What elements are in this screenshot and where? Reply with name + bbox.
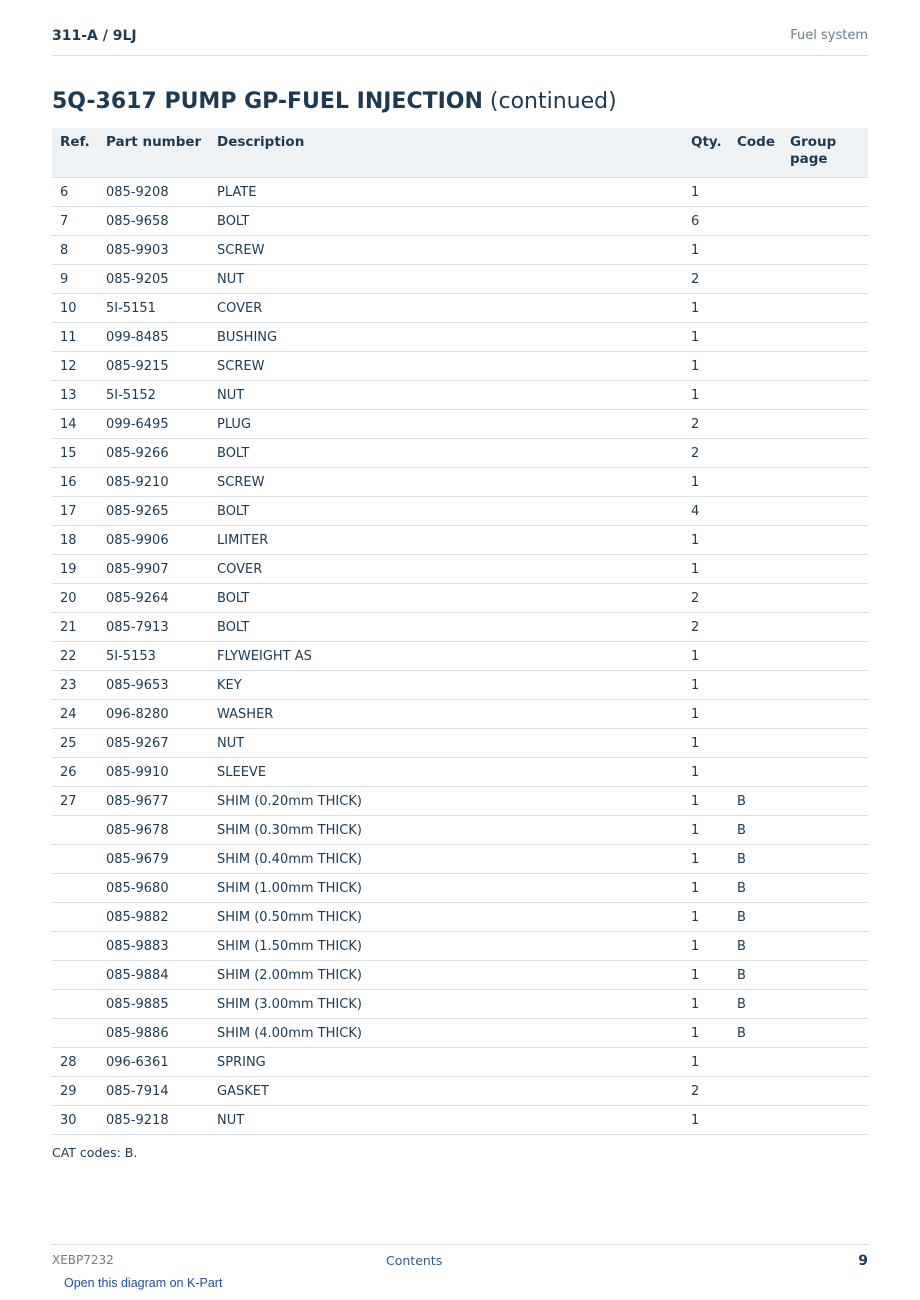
part-number-cell: 085-9882: [98, 903, 209, 932]
ref-cell: [52, 932, 98, 961]
ref-cell: [52, 845, 98, 874]
group-page-cell: [782, 787, 868, 816]
ref-cell: [52, 961, 98, 990]
table-row: [52, 729, 868, 758]
ref-cell: [52, 816, 98, 845]
part-number-cell: 085-9677: [98, 787, 209, 816]
qty-cell: 1: [683, 729, 729, 758]
table-row: [52, 700, 868, 729]
ref-cell: 13: [52, 381, 98, 410]
code-cell: B: [729, 787, 782, 816]
table-row: [52, 1106, 868, 1135]
code-cell: [729, 468, 782, 497]
ref-cell: 10: [52, 294, 98, 323]
description-cell: BUSHING: [209, 323, 683, 352]
model-label: 311-A / 9LJ: [52, 28, 137, 44]
table-row: [52, 758, 868, 787]
qty-cell: 1: [683, 1019, 729, 1048]
table-row: [52, 874, 868, 903]
part-number-cell: 085-9884: [98, 961, 209, 990]
qty-cell: 1: [683, 700, 729, 729]
code-cell: B: [729, 816, 782, 845]
description-cell: BOLT: [209, 439, 683, 468]
table-row: [52, 816, 868, 845]
part-number-cell: 085-9680: [98, 874, 209, 903]
code-cell: B: [729, 961, 782, 990]
table-row: [52, 787, 868, 816]
group-page-cell: [782, 729, 868, 758]
part-number-cell: 085-9266: [98, 439, 209, 468]
description-cell: NUT: [209, 381, 683, 410]
description-cell: BOLT: [209, 207, 683, 236]
description-cell: PLUG: [209, 410, 683, 439]
qty-cell: 1: [683, 381, 729, 410]
group-page-cell: [782, 642, 868, 671]
description-cell: COVER: [209, 294, 683, 323]
group-page-cell: [782, 1106, 868, 1135]
part-number-cell: 096-8280: [98, 700, 209, 729]
qty-cell: 1: [683, 555, 729, 584]
part-number-cell: 085-9910: [98, 758, 209, 787]
description-cell: LIMITER: [209, 526, 683, 555]
group-page-cell: [782, 990, 868, 1019]
description-cell: BOLT: [209, 497, 683, 526]
description-cell: SHIM (4.00mm THICK): [209, 1019, 683, 1048]
code-cell: [729, 265, 782, 294]
part-number-cell: 085-9208: [98, 178, 209, 207]
ref-cell: 7: [52, 207, 98, 236]
description-cell: SCREW: [209, 468, 683, 497]
code-cell: [729, 410, 782, 439]
group-page-cell: [782, 178, 868, 207]
description-cell: SHIM (2.00mm THICK): [209, 961, 683, 990]
code-cell: [729, 526, 782, 555]
code-cell: B: [729, 990, 782, 1019]
group-page-cell: [782, 961, 868, 990]
group-page-cell: [782, 874, 868, 903]
ref-cell: 14: [52, 410, 98, 439]
group-page-cell: [782, 555, 868, 584]
qty-cell: 2: [683, 265, 729, 294]
qty-cell: 1: [683, 932, 729, 961]
code-cell: [729, 352, 782, 381]
page-header: [52, 28, 868, 56]
ref-cell: 27: [52, 787, 98, 816]
column-header-group-page: Group page: [782, 128, 868, 178]
qty-cell: 2: [683, 410, 729, 439]
table-row: [52, 1019, 868, 1048]
title-suffix: (continued): [489, 89, 617, 114]
qty-cell: 2: [683, 1077, 729, 1106]
part-number-cell: 5I-5153: [98, 642, 209, 671]
qty-cell: 1: [683, 758, 729, 787]
qty-cell: 1: [683, 352, 729, 381]
description-cell: SHIM (1.50mm THICK): [209, 932, 683, 961]
qty-cell: 1: [683, 787, 729, 816]
code-cell: [729, 439, 782, 468]
qty-cell: 1: [683, 1048, 729, 1077]
code-cell: [729, 294, 782, 323]
part-number-cell: 085-9653: [98, 671, 209, 700]
part-number-cell: 085-7913: [98, 613, 209, 642]
description-cell: SPRING: [209, 1048, 683, 1077]
table-row: [52, 236, 868, 265]
part-number-cell: 085-9205: [98, 265, 209, 294]
description-cell: SHIM (0.50mm THICK): [209, 903, 683, 932]
group-page-cell: [782, 410, 868, 439]
part-number-cell: 085-9903: [98, 236, 209, 265]
qty-cell: 1: [683, 816, 729, 845]
description-cell: KEY: [209, 671, 683, 700]
code-cell: [729, 323, 782, 352]
qty-cell: 1: [683, 874, 729, 903]
group-page-cell: [782, 468, 868, 497]
table-row: [52, 1048, 868, 1077]
description-cell: BOLT: [209, 613, 683, 642]
part-number-cell: 096-6361: [98, 1048, 209, 1077]
table-row: [52, 439, 868, 468]
code-cell: [729, 729, 782, 758]
code-cell: [729, 1106, 782, 1135]
open-diagram-link[interactable]: Open this diagram on K-Part: [64, 1276, 223, 1290]
table-row: [52, 555, 868, 584]
part-number-cell: 099-6495: [98, 410, 209, 439]
code-cell: [729, 207, 782, 236]
description-cell: NUT: [209, 1106, 683, 1135]
description-cell: GASKET: [209, 1077, 683, 1106]
table-row: [52, 1077, 868, 1106]
parts-table-body: [52, 178, 868, 1135]
qty-cell: 1: [683, 294, 729, 323]
ref-cell: 26: [52, 758, 98, 787]
part-number-cell: 085-9886: [98, 1019, 209, 1048]
table-row: [52, 845, 868, 874]
code-cell: [729, 758, 782, 787]
ref-cell: 20: [52, 584, 98, 613]
qty-cell: 1: [683, 468, 729, 497]
ref-cell: 23: [52, 671, 98, 700]
table-row: [52, 468, 868, 497]
document-id: XEBP7232: [52, 1253, 114, 1267]
part-number-cell: 085-9218: [98, 1106, 209, 1135]
part-number-cell: 085-9215: [98, 352, 209, 381]
group-page-cell: [782, 932, 868, 961]
part-number-cell: 085-9906: [98, 526, 209, 555]
table-row: [52, 961, 868, 990]
group-page-cell: [782, 265, 868, 294]
column-header-qty: Qty.: [683, 128, 729, 178]
group-page-cell: [782, 845, 868, 874]
qty-cell: 6: [683, 207, 729, 236]
column-header-part-number: Part number: [98, 128, 209, 178]
page-title: [52, 89, 617, 114]
part-number-cell: 085-9678: [98, 816, 209, 845]
description-cell: FLYWEIGHT AS: [209, 642, 683, 671]
page-number: 9: [858, 1253, 868, 1269]
ref-cell: 15: [52, 439, 98, 468]
ref-cell: 18: [52, 526, 98, 555]
ref-cell: [52, 990, 98, 1019]
group-page-cell: [782, 352, 868, 381]
table-row: [52, 671, 868, 700]
part-number-cell: 085-9883: [98, 932, 209, 961]
group-page-cell: [782, 294, 868, 323]
group-page-cell: [782, 1019, 868, 1048]
table-row: [52, 410, 868, 439]
qty-cell: 1: [683, 961, 729, 990]
description-cell: WASHER: [209, 700, 683, 729]
ref-cell: 28: [52, 1048, 98, 1077]
description-cell: COVER: [209, 555, 683, 584]
column-header-description: Description: [209, 128, 683, 178]
table-row: [52, 642, 868, 671]
group-page-cell: [782, 613, 868, 642]
code-cell: B: [729, 932, 782, 961]
ref-cell: [52, 874, 98, 903]
description-cell: PLATE: [209, 178, 683, 207]
code-cell: [729, 584, 782, 613]
ref-cell: 30: [52, 1106, 98, 1135]
ref-cell: 25: [52, 729, 98, 758]
qty-cell: 1: [683, 642, 729, 671]
code-cell: [729, 671, 782, 700]
code-cell: B: [729, 845, 782, 874]
table-row: [52, 323, 868, 352]
group-page-cell: [782, 497, 868, 526]
part-number-cell: 5I-5151: [98, 294, 209, 323]
description-cell: NUT: [209, 265, 683, 294]
qty-cell: 1: [683, 236, 729, 265]
part-number-cell: 5I-5152: [98, 381, 209, 410]
qty-cell: 1: [683, 990, 729, 1019]
ref-cell: 24: [52, 700, 98, 729]
table-row: [52, 903, 868, 932]
group-page-cell: [782, 439, 868, 468]
table-row: [52, 381, 868, 410]
part-number-cell: 085-9210: [98, 468, 209, 497]
section-label: Fuel system: [790, 28, 868, 43]
part-number-cell: 085-9264: [98, 584, 209, 613]
code-cell: [729, 497, 782, 526]
group-page-cell: [782, 236, 868, 265]
part-number-cell: 085-9265: [98, 497, 209, 526]
group-page-cell: [782, 207, 868, 236]
table-row: [52, 178, 868, 207]
table-row: [52, 265, 868, 294]
group-page-cell: [782, 758, 868, 787]
qty-cell: 1: [683, 323, 729, 352]
qty-cell: 1: [683, 526, 729, 555]
qty-cell: 1: [683, 1106, 729, 1135]
qty-cell: 4: [683, 497, 729, 526]
description-cell: SHIM (0.40mm THICK): [209, 845, 683, 874]
ref-cell: 19: [52, 555, 98, 584]
group-page-cell: [782, 1048, 868, 1077]
table-row: [52, 584, 868, 613]
description-cell: SHIM (0.30mm THICK): [209, 816, 683, 845]
part-number-cell: 085-7914: [98, 1077, 209, 1106]
code-cell: [729, 700, 782, 729]
group-page-cell: [782, 323, 868, 352]
qty-cell: 2: [683, 439, 729, 468]
qty-cell: 1: [683, 671, 729, 700]
table-row: [52, 497, 868, 526]
code-cell: [729, 178, 782, 207]
qty-cell: 1: [683, 178, 729, 207]
code-cell: [729, 1048, 782, 1077]
ref-cell: 8: [52, 236, 98, 265]
table-row: [52, 990, 868, 1019]
group-page-cell: [782, 816, 868, 845]
group-page-cell: [782, 584, 868, 613]
contents-link[interactable]: Contents: [386, 1253, 443, 1268]
group-page-cell: [782, 671, 868, 700]
ref-cell: 6: [52, 178, 98, 207]
part-number-cell: 085-9907: [98, 555, 209, 584]
code-cell: [729, 1077, 782, 1106]
group-page-cell: [782, 1077, 868, 1106]
ref-cell: [52, 1019, 98, 1048]
description-cell: SHIM (3.00mm THICK): [209, 990, 683, 1019]
table-row: [52, 526, 868, 555]
group-page-cell: [782, 381, 868, 410]
table-row: [52, 352, 868, 381]
part-number-cell: 085-9267: [98, 729, 209, 758]
part-number-cell: 085-9658: [98, 207, 209, 236]
parts-table: [52, 128, 868, 1135]
description-cell: NUT: [209, 729, 683, 758]
code-cell: B: [729, 874, 782, 903]
qty-cell: 1: [683, 845, 729, 874]
table-header-row: [52, 128, 868, 178]
code-cell: B: [729, 1019, 782, 1048]
code-cell: [729, 555, 782, 584]
column-header-ref: Ref.: [52, 128, 98, 178]
ref-cell: 21: [52, 613, 98, 642]
description-cell: SCREW: [209, 352, 683, 381]
ref-cell: 16: [52, 468, 98, 497]
qty-cell: 2: [683, 584, 729, 613]
ref-cell: 22: [52, 642, 98, 671]
title-part-group: 5Q-3617 PUMP GP-FUEL INJECTION: [52, 89, 483, 114]
description-cell: SCREW: [209, 236, 683, 265]
table-row: [52, 613, 868, 642]
part-number-cell: 099-8485: [98, 323, 209, 352]
description-cell: BOLT: [209, 584, 683, 613]
code-cell: B: [729, 903, 782, 932]
code-cell: [729, 381, 782, 410]
ref-cell: 29: [52, 1077, 98, 1106]
part-number-cell: 085-9679: [98, 845, 209, 874]
table-row: [52, 207, 868, 236]
ref-cell: 17: [52, 497, 98, 526]
code-cell: [729, 642, 782, 671]
table-row: [52, 294, 868, 323]
code-cell: [729, 236, 782, 265]
ref-cell: 12: [52, 352, 98, 381]
group-page-cell: [782, 700, 868, 729]
description-cell: SLEEVE: [209, 758, 683, 787]
cat-codes-note: CAT codes: B.: [52, 1145, 138, 1160]
group-page-cell: [782, 526, 868, 555]
ref-cell: 9: [52, 265, 98, 294]
table-row: [52, 932, 868, 961]
part-number-cell: 085-9885: [98, 990, 209, 1019]
description-cell: SHIM (1.00mm THICK): [209, 874, 683, 903]
ref-cell: [52, 903, 98, 932]
column-header-code: Code: [729, 128, 782, 178]
page-footer: [52, 1244, 868, 1273]
qty-cell: 2: [683, 613, 729, 642]
group-page-cell: [782, 903, 868, 932]
ref-cell: 11: [52, 323, 98, 352]
qty-cell: 1: [683, 903, 729, 932]
description-cell: SHIM (0.20mm THICK): [209, 787, 683, 816]
code-cell: [729, 613, 782, 642]
